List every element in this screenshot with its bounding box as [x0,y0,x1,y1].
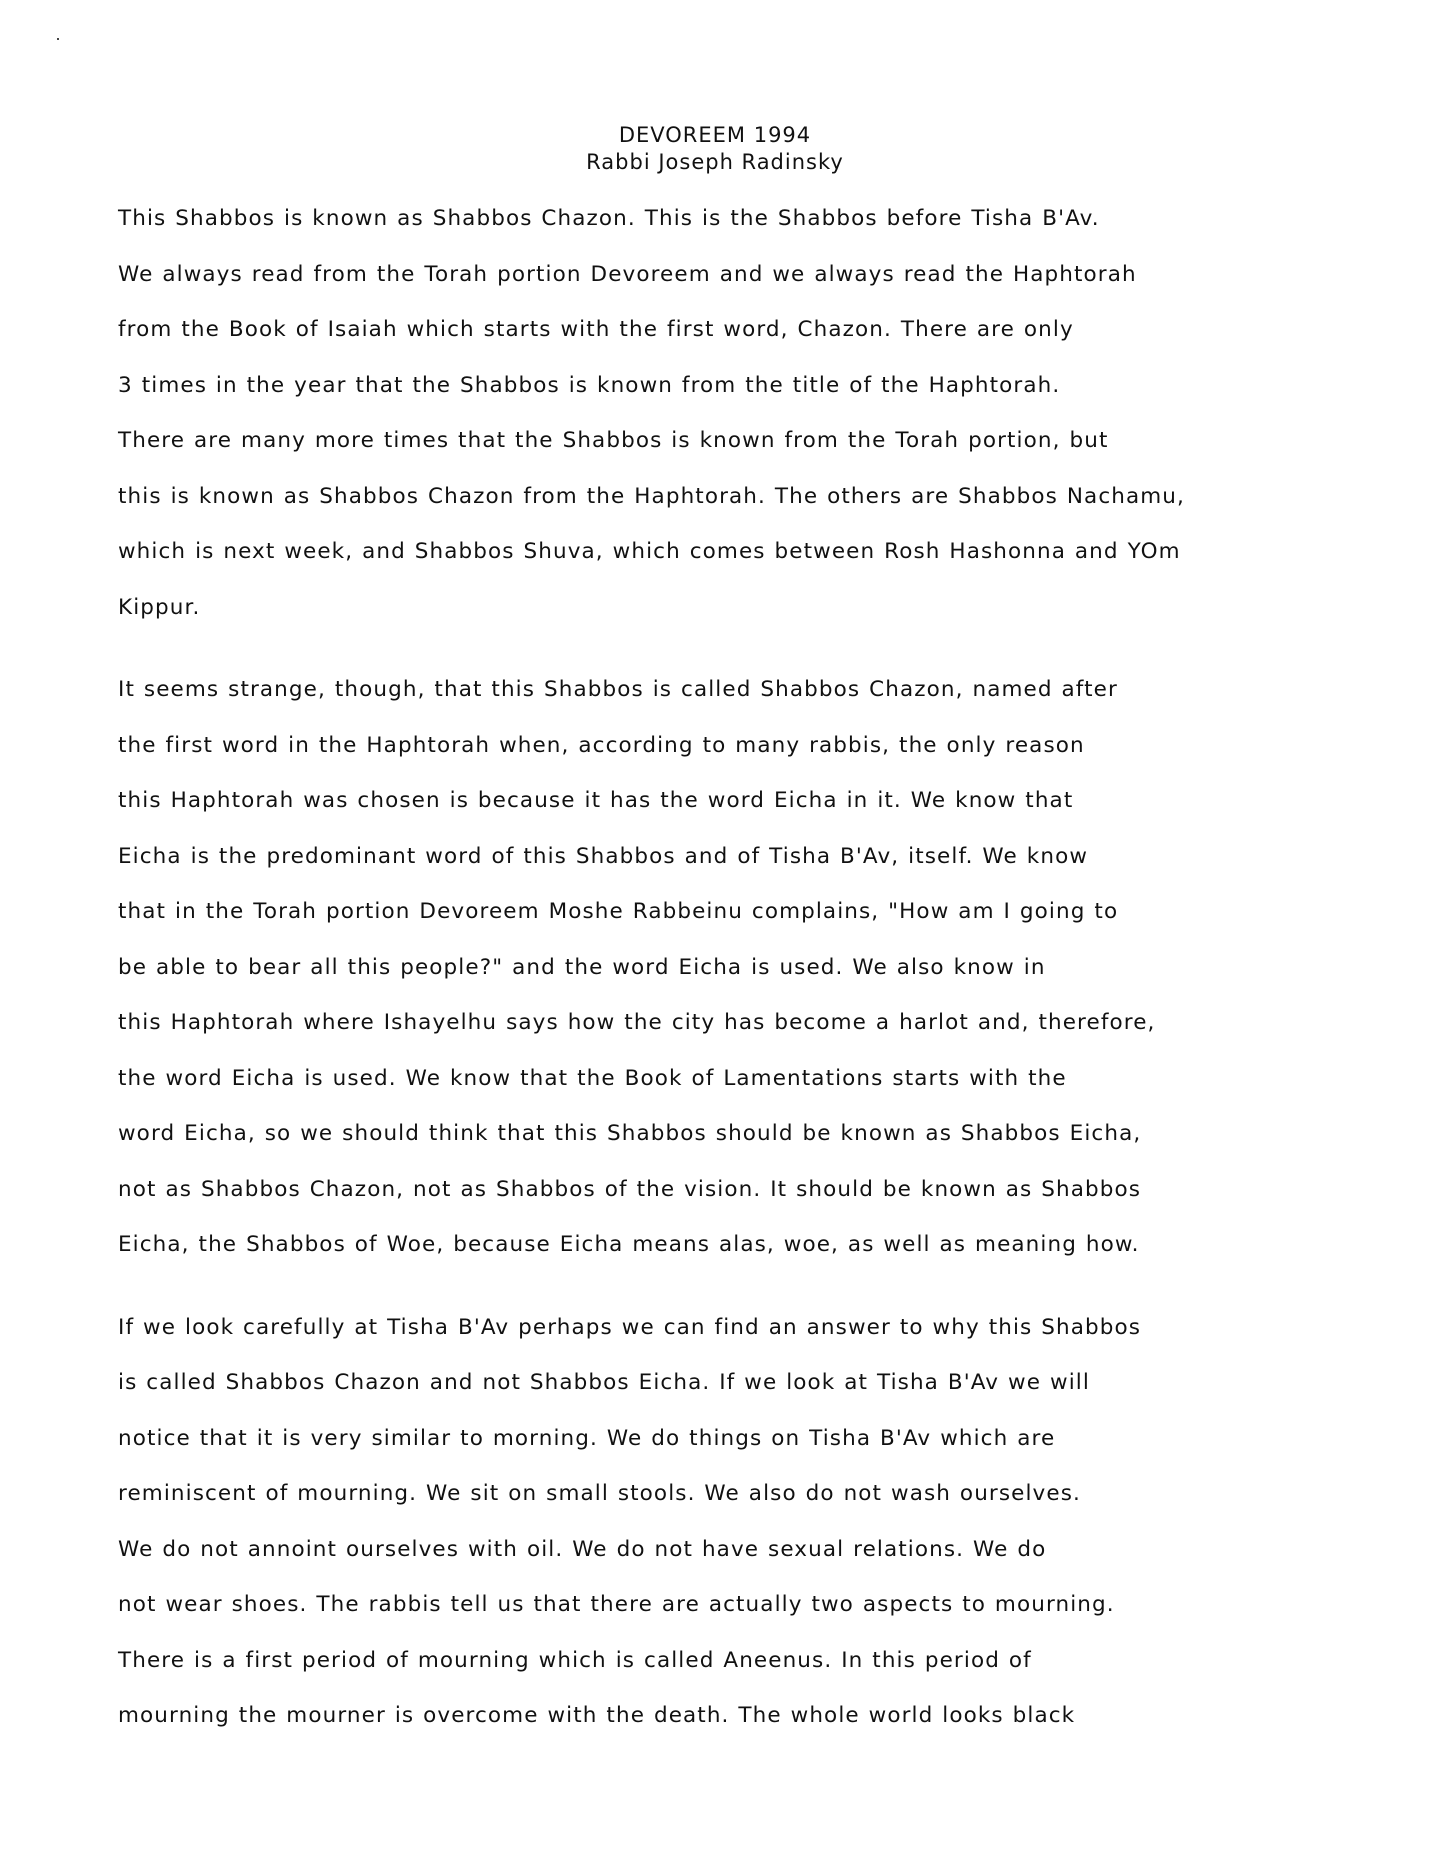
text-line: There are many more times that the Shabbos is known from the Torah portion, but [118,428,1109,453]
text-line: word Eicha, so we should think that this Shabbos should be known as Shabbos Eicha, [118,1121,1142,1146]
document-author: Rabbi Joseph Radinsky [586,150,844,174]
text-line: not wear shoes. The rabbis tell us that there are actually two aspects to mourning. [118,1592,1115,1617]
text-line: mourning the mourner is overcome with the death. The whole world looks black [118,1703,1076,1728]
document-header [0,122,1430,176]
text-line: from the Book of Isaiah which starts with the first word, Chazon. There are only [118,317,1074,342]
text-line: not as Shabbos Chazon, not as Shabbos of the vision. It should be known as Shabbos [118,1176,1142,1202]
text-line: be able to bear all this people?" and the word Eicha is used. We also know in [118,954,1046,980]
document-title: DEVOREEM 1994 [618,123,812,147]
text-line: which is next week, and Shabbos Shuva, which comes between Rosh Hashonna and YOm [118,539,1181,564]
text-line: Eicha, the Shabbos of Woe, because Eicha means alas, woe, as well as meaning how. [118,1232,1140,1257]
text-line: the first word in the Haphtorah when, according to many rabbis, the only reason [118,732,1085,758]
paragraph-2 [118,675,1238,1286]
text-line: reminiscent of mourning. We sit on small stools. We also do not wash ourselves. [118,1481,1081,1506]
document-body [118,204,1238,1757]
scan-speck [57,38,59,40]
text-line: that in the Torah portion Devoreem Moshe Rabbeinu complains, "How am I going to [118,899,1119,924]
text-line: notice that it is very similar to morning. We do things on Tisha B'Av which are [118,1425,1056,1451]
text-line: this is known as Shabbos Chazon from the Haphtorah. The others are Shabbos Nachamu, [118,483,1185,509]
paragraph-3 [118,1313,1238,1757]
text-line: this Haphtorah where Ishayelhu says how the city has become a harlot and, therefore, [118,1010,1156,1035]
paragraph-1 [118,204,1238,648]
text-line: This Shabbos is known as Shabbos Chazon. This is the Shabbos before Tisha B'Av. [118,206,1100,231]
text-line: this Haphtorah was chosen is because it has the word Eicha in it. We know that [118,788,1074,813]
text-line: If we look carefully at Tisha B'Av perhaps we can find an answer to why this Shabbos [118,1314,1142,1340]
paragraph-gap [118,1286,1238,1313]
text-line: Kippur. [118,594,201,620]
text-line: We always read from the Torah portion Devoreem and we always read the Haphtorah [118,261,1137,287]
text-line: the word Eicha is used. We know that the Book of Lamentations starts with the [118,1065,1067,1091]
text-line: We do not annoint ourselves with oil. We do not have sexual relations. We do [118,1536,1047,1562]
text-line: Eicha is the predominant word of this Shabbos and of Tisha B'Av, itself. We know [118,843,1089,869]
paragraph-gap [118,648,1238,675]
text-line: There is a first period of mourning which is called Aneenus. In this period of [118,1647,1032,1673]
text-line: It seems strange, though, that this Shabbos is called Shabbos Chazon, named after [118,677,1118,702]
text-line: is called Shabbos Chazon and not Shabbos Eicha. If we look at Tisha B'Av we will [118,1370,1090,1395]
text-line: 3 times in the year that the Shabbos is known from the title of the Haphtorah. [118,372,1061,398]
